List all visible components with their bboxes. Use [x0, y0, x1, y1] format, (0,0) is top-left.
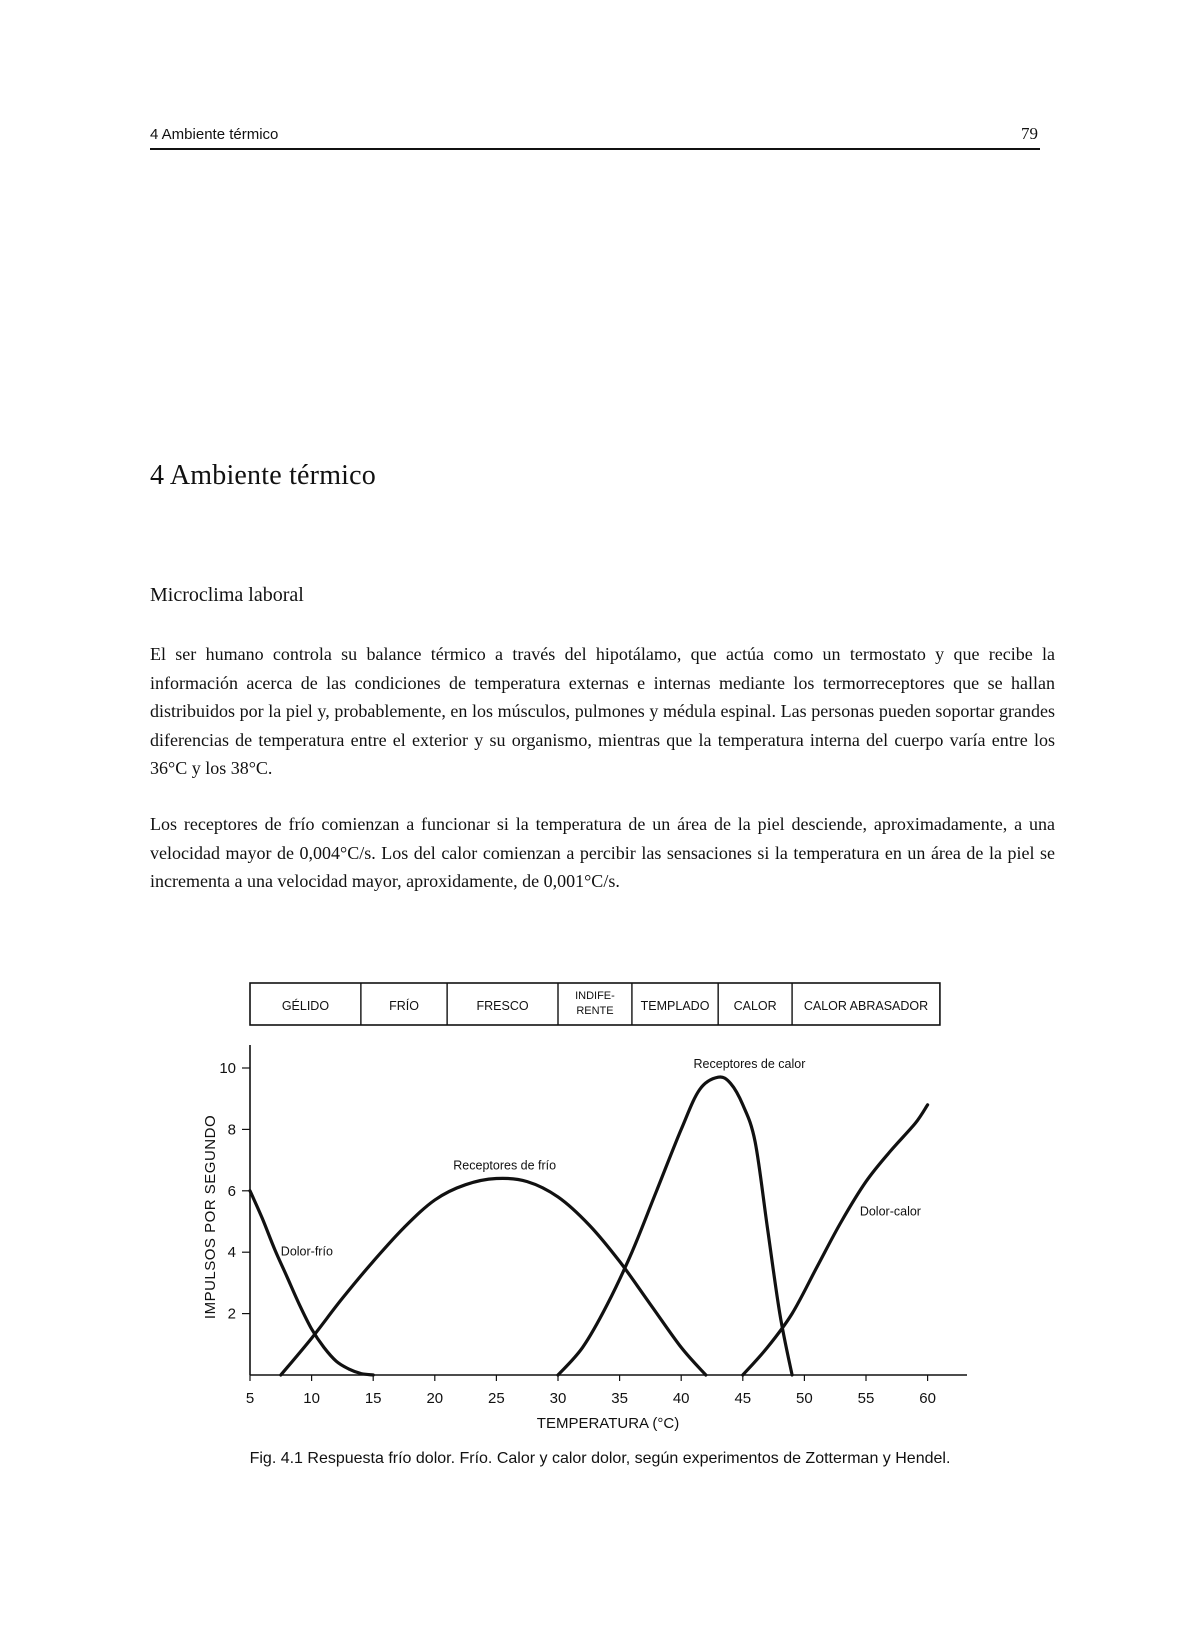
- band-label: INDIFE-: [575, 990, 615, 1002]
- band-label: FRÍO: [389, 999, 419, 1013]
- paragraph-2: Los receptores de frío comienzan a funcionar si la temperatura de un área de la piel desciende, aproximadamente, a una velocidad mayor de 0,004°C/s. Los del calor comienzan a percibir las sensaciones si la temperatura en un área de la piel se incrementa a una velocidad mayor, aproxidamente, de 0,001°C/s.: [150, 814, 1055, 891]
- x-tick-label: 15: [364, 1390, 382, 1407]
- y-tick-label: 6: [227, 1182, 236, 1200]
- x-tick-label: 60: [919, 1390, 936, 1407]
- x-tick-label: 50: [796, 1390, 813, 1407]
- y-tick-label: 10: [219, 1060, 236, 1077]
- running-header-chapter: 4 Ambiente térmico: [150, 126, 279, 143]
- x-tick-label: 40: [672, 1390, 690, 1407]
- band-label: RENTE: [576, 1005, 614, 1017]
- x-tick-label: 25: [488, 1390, 505, 1407]
- series-label-receptores-de-calor: Receptores de calor: [693, 1057, 806, 1071]
- paragraph-1: El ser humano controla su balance térmico a través del hipotálamo, que actúa como un termostato y que recibe la información acerca de las condiciones de temperatura externas e internas mediante los termorreceptores que se hallan distribuidos por la piel y, probablemente, en los músculos, pulmones y médula espinal. Las personas pueden soportar grandes diferencias de temperatura entre el exterior y su organismo, mientras que la temperatura interna del cuerpo varía entre los 36°C y los 38°C.: [150, 644, 1055, 778]
- x-tick-label: 55: [857, 1390, 875, 1407]
- section-title: Microclima laboral: [150, 584, 304, 606]
- x-tick-label: 45: [734, 1390, 752, 1407]
- x-axis-title: TEMPERATURA (°C): [536, 1415, 680, 1432]
- band-label: GÉLIDO: [281, 999, 330, 1013]
- x-tick-label: 5: [245, 1390, 255, 1407]
- series-label-dolor-frio: Dolor-frío: [280, 1244, 333, 1259]
- series-label-dolor-calor: Dolor-calor: [859, 1204, 921, 1219]
- y-axis-title: IMPULSOS POR SEGUNDO: [202, 1114, 219, 1320]
- chapter-title: 4 Ambiente térmico: [150, 460, 376, 491]
- y-tick-label: 2: [227, 1305, 236, 1323]
- x-tick-label: 30: [549, 1390, 567, 1407]
- x-tick-label: 10: [303, 1390, 320, 1407]
- series-receptores-de-frio: [281, 1178, 706, 1375]
- band-label: FRESCO: [476, 999, 529, 1013]
- figure-caption: Fig. 4.1 Respuesta frío dolor. Frío. Calor y calor dolor, según experimentos de Zotterman y Hendel.: [249, 1450, 951, 1467]
- band-label: CALOR: [733, 999, 777, 1013]
- y-tick-label: 8: [227, 1121, 236, 1139]
- x-tick-label: 20: [426, 1390, 444, 1407]
- page-number: 79: [1021, 124, 1038, 143]
- x-tick-label: 35: [611, 1390, 628, 1407]
- band-label: TEMPLADO: [640, 999, 710, 1013]
- series-receptores-de-calor: [558, 1077, 792, 1375]
- band-label: CALOR ABRASADOR: [803, 999, 929, 1013]
- y-tick-label: 4: [227, 1244, 236, 1262]
- series-label-receptores-de-frio: Receptores de frío: [453, 1158, 557, 1173]
